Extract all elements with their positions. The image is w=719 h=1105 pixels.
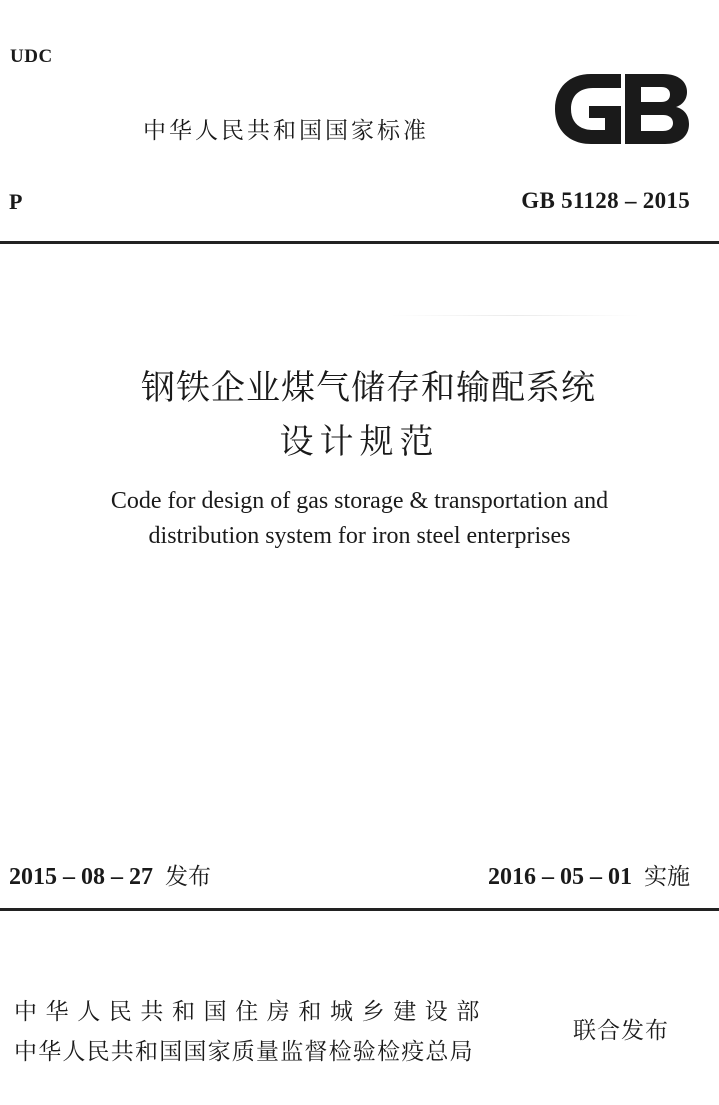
issue-date-block [9,858,211,891]
national-standard-heading: 中华人民共和国国家标准 [143,118,429,144]
issue-date-label: 发布 [165,864,211,890]
implementation-date-label: 实施 [644,864,690,890]
issuer-ministry: 中华人民共和国住房和城乡建设部 [14,999,488,1025]
classification-code: P [9,189,23,214]
title-chinese-line-1: 钢铁企业煤气储存和输配系统 [141,368,596,408]
title-chinese-line-2: 设计规范 [279,422,440,462]
standard-number: GB 51128 – 2015 [521,188,690,213]
title-english-line-1: Code for design of gas storage & transportation and [110,488,609,514]
top-divider [0,241,719,244]
issuer-aqsiq: 中华人民共和国国家质量监督检验检疫总局 [14,1039,474,1065]
implementation-date: 2016 – 05 – 01 [488,864,632,890]
fold-mark [390,315,640,316]
title-english-line-2: distribution system for iron steel enterprises [148,523,571,549]
gb-logo [551,72,691,146]
title-english [0,484,719,554]
issue-date: 2015 – 08 – 27 [9,864,153,890]
joint-issue-label: 联合发布 [573,1018,669,1044]
bottom-divider [0,908,719,911]
implementation-date-block [488,858,690,891]
udc-label: UDC [10,46,53,67]
